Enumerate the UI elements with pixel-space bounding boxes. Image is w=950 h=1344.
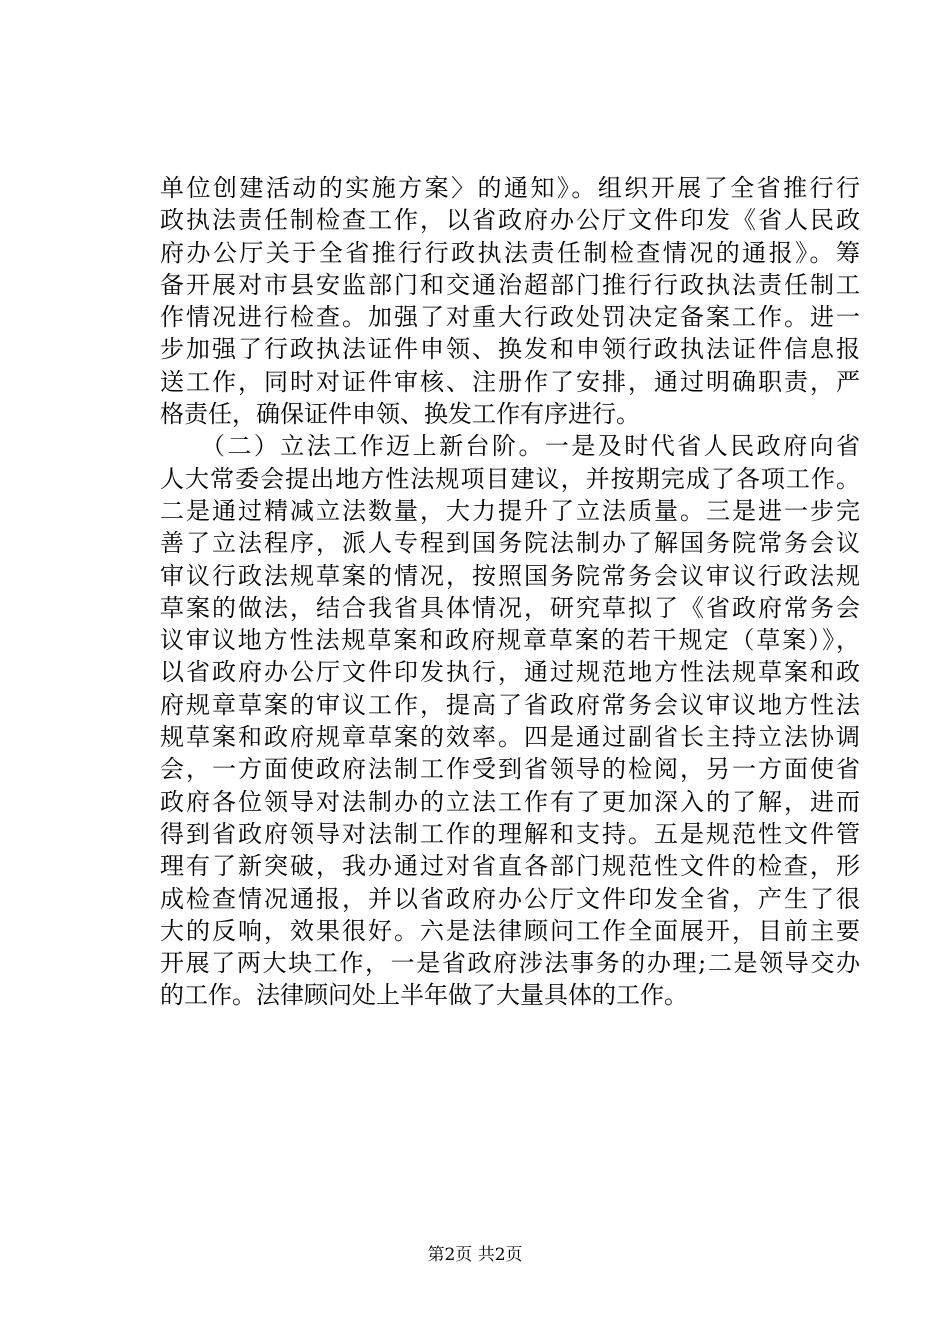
body-line: 备开展对市县安监部门和交通治超部门推行行政执法责任制工 xyxy=(160,270,860,299)
document-body xyxy=(160,172,860,1012)
body-line: 大的反响，效果很好。六是法律顾问工作全面展开，目前主要 xyxy=(160,916,860,945)
body-line: 的工作。法律顾问处上半年做了大量具体的工作。 xyxy=(160,981,688,1010)
body-line: 单位创建活动的实施方案〉的通知》。组织开展了全省推行行 xyxy=(160,174,860,202)
body-line: 府办公厅关于全省推行行政执法责任制检查情况的通报》。筹 xyxy=(160,238,860,267)
body-line: 审议行政法规草案的情况，按照国务院常务会议审议行政法规 xyxy=(160,561,860,590)
body-line: 二是通过精减立法数量，大力提升了立法质量。三是进一步完 xyxy=(160,496,860,525)
body-line: 议审议地方性法规草案和政府规章草案的若干规定（草案）》， xyxy=(160,626,860,655)
body-line: 以省政府办公厅文件印发执行，通过规范地方性法规草案和政 xyxy=(160,658,860,687)
body-line: （二）立法工作迈上新台阶。一是及时代省人民政府向省 xyxy=(160,432,860,461)
body-line: 步加强了行政执法证件申领、换发和申领行政执法证件信息报 xyxy=(160,335,860,364)
body-line: 人大常委会提出地方性法规项目建议，并按期完成了各项工作。 xyxy=(160,464,860,493)
body-line: 会，一方面使政府法制工作受到省领导的检阅，另一方面使省 xyxy=(160,755,860,784)
body-line: 开展了两大块工作，一是省政府涉法事务的办理;二是领导交办 xyxy=(160,949,860,978)
body-line: 送工作，同时对证件审核、注册作了安排，通过明确职责，严 xyxy=(160,367,860,396)
body-line: 善了立法程序，派人专程到国务院法制办了解国务院常务会议 xyxy=(160,529,860,558)
body-line: 府规章草案的审议工作，提高了省政府常务会议审议地方性法 xyxy=(160,690,860,719)
body-line: 理有了新突破，我办通过对省直各部门规范性文件的检查，形 xyxy=(160,852,860,881)
body-line: 作情况进行检查。加强了对重大行政处罚决定备案工作。进一 xyxy=(160,303,860,332)
body-line: 规草案和政府规章草案的效率。四是通过副省长主持立法协调 xyxy=(160,723,860,752)
body-line: 成检查情况通报，并以省政府办公厅文件印发全省，产生了很 xyxy=(160,884,860,913)
page-footer: 第2页 共2页 xyxy=(427,1245,523,1265)
body-line: 政府各位领导对法制办的立法工作有了更加深入的了解，进而 xyxy=(160,787,860,816)
body-line: 草案的做法，结合我省具体情况，研究草拟了《省政府常务会 xyxy=(160,593,860,622)
body-line: 政执法责任制检查工作，以省政府办公厅文件印发《省人民政 xyxy=(160,206,860,235)
body-line: 得到省政府领导对法制工作的理解和支持。五是规范性文件管 xyxy=(160,819,860,848)
body-line: 格责任，确保证件申领、换发工作有序进行。 xyxy=(160,400,640,429)
